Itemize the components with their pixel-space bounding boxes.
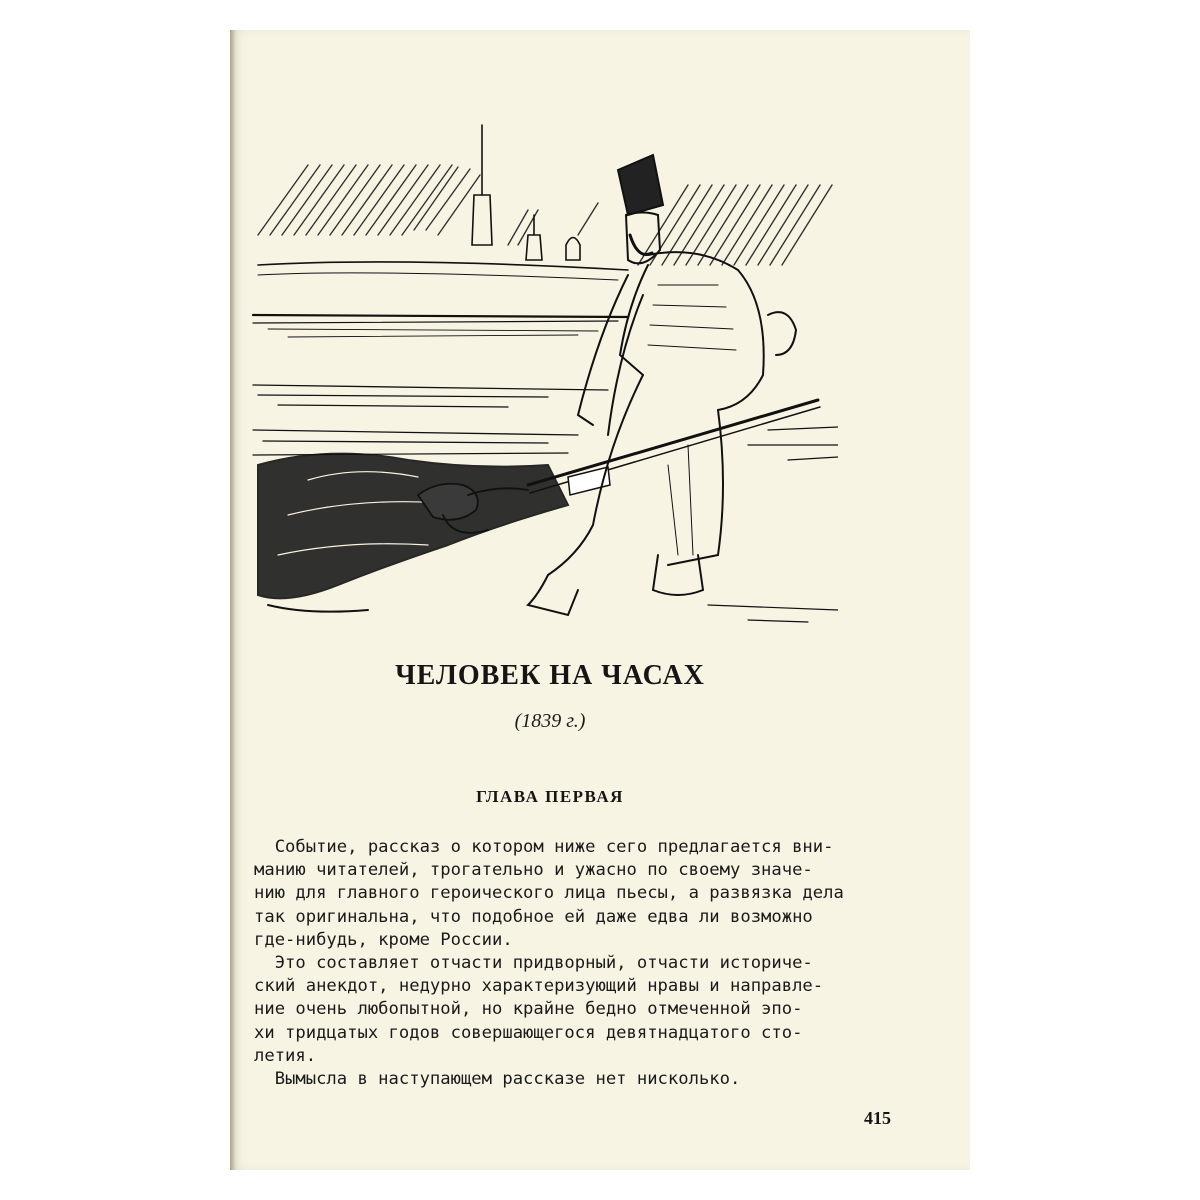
story-year: (1839 г.) <box>514 710 586 732</box>
distant-city-skyline <box>258 125 628 280</box>
text-line: манию читателей, трогательно и ужасно по своему значе- <box>254 860 813 881</box>
snow-ground <box>268 605 838 622</box>
ice-hole-water <box>253 453 568 598</box>
book-page <box>230 30 970 1170</box>
text-line: летия. <box>254 1045 317 1066</box>
chapter-heading: ГЛАВА ПЕРВАЯ <box>476 787 624 806</box>
soldier-figure <box>528 155 796 615</box>
sky-hatching <box>258 165 832 265</box>
text-line: хи тридцатых годов совершающегося девятнадцатого сто- <box>254 1022 803 1043</box>
text-line: Это составляет отчасти придворный, отчасти историче- <box>254 952 813 973</box>
rifle <box>528 400 820 495</box>
soldier-rescue-illustration <box>248 85 838 655</box>
river-ice <box>253 385 838 460</box>
text-line: так оригинальна, что подобное ей даже едва ли возможно <box>254 906 813 927</box>
story-title: ЧЕЛОВЕК НА ЧАСАХ <box>395 660 705 691</box>
text-line: где-нибудь, кроме России. <box>254 929 513 950</box>
page-number: 415 <box>864 1108 891 1128</box>
far-shore <box>253 315 628 337</box>
text-line: ние очень любопытной, но крайне бедно отмеченной эпо- <box>254 999 803 1020</box>
text-line: нию для главного героического лица пьесы, а развязка дела <box>254 883 844 904</box>
text-line: Вымысла в наступающем рассказе нет нисколько. <box>254 1068 741 1089</box>
body-text <box>254 836 904 1091</box>
text-line: Событие, рассказ о котором ниже сего предлагается вни- <box>254 837 834 857</box>
text-line: ский анекдот, недурно характеризующий нравы и направле- <box>254 976 824 997</box>
